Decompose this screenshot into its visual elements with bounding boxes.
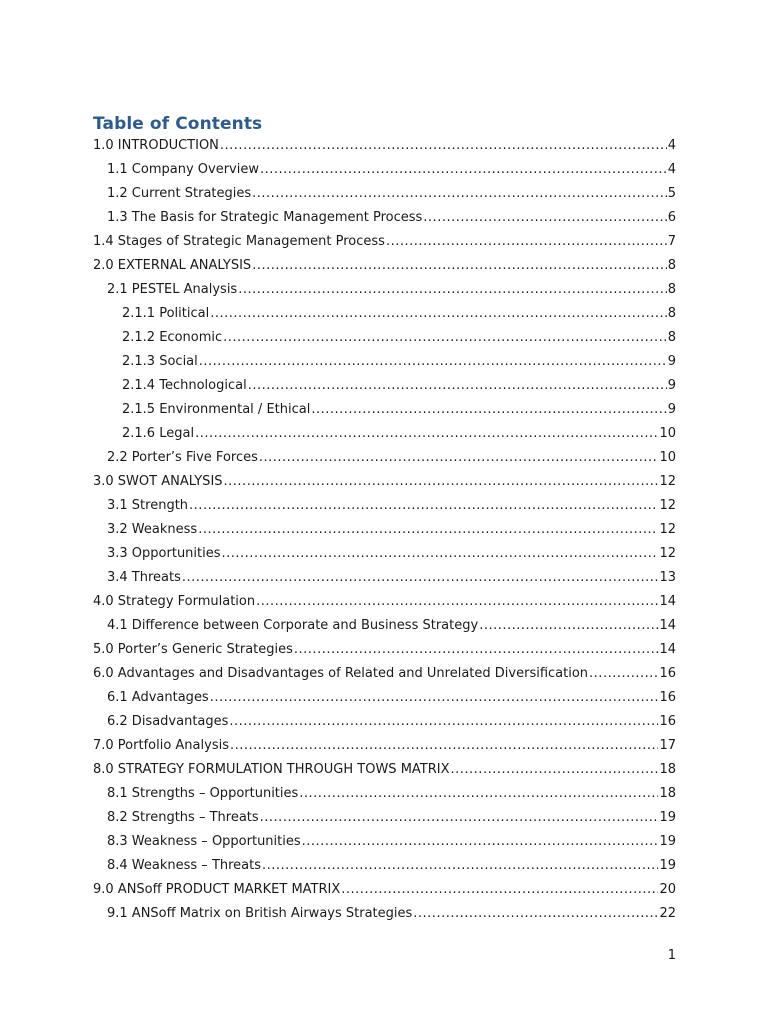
- toc-entry[interactable]: [93, 473, 676, 497]
- toc-dot-leader: [198, 521, 658, 539]
- toc-entry-title: 8.1 Strengths – Opportunities: [107, 786, 299, 801]
- toc-entry-page: 8: [667, 282, 676, 297]
- toc-dot-leader: [210, 689, 659, 707]
- toc-entry-page: 17: [659, 738, 676, 753]
- toc-dot-leader: [589, 665, 658, 683]
- toc-entry-page: 14: [659, 594, 676, 609]
- toc-entry[interactable]: [93, 401, 676, 425]
- toc-entry-title: 6.1 Advantages: [107, 690, 209, 705]
- toc-entry-page: 19: [659, 858, 676, 873]
- toc-entry[interactable]: [93, 857, 676, 881]
- toc-entry-page: 10: [659, 426, 676, 441]
- toc-dot-leader: [224, 473, 659, 491]
- toc-entry-title: 9.1 ANSoff Matrix on British Airways Strategies: [107, 906, 413, 921]
- toc-entry[interactable]: [93, 329, 676, 353]
- toc-dot-leader: [260, 161, 667, 179]
- toc-entry[interactable]: [93, 689, 676, 713]
- toc-dot-leader: [210, 305, 667, 323]
- toc-entry-page: 16: [659, 714, 676, 729]
- toc-entry-title: 4.1 Difference between Corporate and Business Strategy: [107, 618, 479, 633]
- toc-title: Table of Contents: [93, 114, 263, 134]
- toc-entry-title: 2.1.1 Political: [122, 306, 210, 321]
- toc-entry[interactable]: [93, 569, 676, 593]
- toc-entry[interactable]: [93, 281, 676, 305]
- toc-entry[interactable]: [93, 233, 676, 257]
- toc-entry-page: 18: [659, 762, 676, 777]
- toc-dot-leader: [341, 881, 658, 899]
- toc-dot-leader: [189, 497, 658, 515]
- toc-entry[interactable]: [93, 377, 676, 401]
- toc-list: [93, 137, 676, 929]
- toc-entry[interactable]: [93, 185, 676, 209]
- toc-dot-leader: [260, 809, 659, 827]
- toc-entry-page: 9: [667, 378, 676, 393]
- toc-dot-leader: [256, 593, 658, 611]
- toc-dot-leader: [238, 281, 667, 299]
- toc-dot-leader: [230, 737, 658, 755]
- toc-entry[interactable]: [93, 881, 676, 905]
- toc-entry-page: 8: [667, 258, 676, 273]
- toc-entry-title: 7.0 Portfolio Analysis: [93, 738, 229, 753]
- toc-entry-page: 12: [659, 522, 676, 537]
- toc-entry-title: 3.2 Weakness: [107, 522, 198, 537]
- toc-entry-page: 4: [667, 162, 676, 177]
- toc-dot-leader: [195, 425, 658, 443]
- toc-entry-page: 20: [659, 882, 676, 897]
- toc-entry[interactable]: [93, 449, 676, 473]
- toc-entry-title: 2.1.5 Environmental / Ethical: [122, 402, 311, 417]
- toc-entry-title: 2.1.2 Economic: [122, 330, 223, 345]
- toc-entry[interactable]: [93, 713, 676, 737]
- toc-entry-title: 1.1 Company Overview: [107, 162, 259, 177]
- toc-dot-leader: [222, 545, 659, 563]
- toc-entry-title: 2.1.3 Social: [122, 354, 198, 369]
- toc-dot-leader: [259, 449, 659, 467]
- toc-entry-page: 9: [667, 354, 676, 369]
- toc-entry[interactable]: [93, 641, 676, 665]
- toc-entry[interactable]: [93, 617, 676, 641]
- toc-entry[interactable]: [93, 665, 676, 689]
- toc-entry-title: 5.0 Porter’s Generic Strategies: [93, 642, 293, 657]
- toc-entry[interactable]: [93, 305, 676, 329]
- toc-dot-leader: [423, 209, 666, 227]
- toc-dot-leader: [413, 905, 658, 923]
- toc-entry-page: 19: [659, 810, 676, 825]
- toc-entry-page: 12: [659, 498, 676, 513]
- toc-dot-leader: [199, 353, 667, 371]
- toc-dot-leader: [182, 569, 659, 587]
- toc-entry[interactable]: [93, 785, 676, 809]
- toc-entry-title: 1.4 Stages of Strategic Management Process: [93, 234, 385, 249]
- toc-entry-page: 6: [667, 210, 676, 225]
- toc-entry-page: 4: [667, 138, 676, 153]
- toc-entry[interactable]: [93, 905, 676, 929]
- toc-entry-page: 7: [667, 234, 676, 249]
- toc-entry[interactable]: [93, 545, 676, 569]
- toc-entry-title: 2.0 EXTERNAL ANALYSIS: [93, 258, 252, 273]
- toc-dot-leader: [294, 641, 659, 659]
- toc-entry-page: 8: [667, 330, 676, 345]
- toc-entry-title: 4.0 Strategy Formulation: [93, 594, 256, 609]
- toc-entry[interactable]: [93, 593, 676, 617]
- toc-entry-title: 2.2 Porter’s Five Forces: [107, 450, 258, 465]
- toc-entry-title: 8.0 STRATEGY FORMULATION THROUGH TOWS MATRIX: [93, 762, 450, 777]
- toc-entry[interactable]: [93, 737, 676, 761]
- toc-dot-leader: [223, 329, 667, 347]
- toc-dot-leader: [229, 713, 658, 731]
- toc-entry-title: 3.3 Opportunities: [107, 546, 221, 561]
- toc-entry[interactable]: [93, 497, 676, 521]
- toc-entry-page: 18: [659, 786, 676, 801]
- toc-entry-title: 6.2 Disadvantages: [107, 714, 229, 729]
- toc-entry-page: 12: [659, 546, 676, 561]
- toc-dot-leader: [302, 833, 659, 851]
- toc-entry-page: 14: [659, 642, 676, 657]
- toc-entry[interactable]: [93, 137, 676, 161]
- toc-entry-title: 8.4 Weakness – Threats: [107, 858, 262, 873]
- toc-entry-page: 12: [659, 474, 676, 489]
- toc-entry-title: 3.0 SWOT ANALYSIS: [93, 474, 223, 489]
- toc-entry-title: 3.4 Threats: [107, 570, 181, 585]
- toc-entry-page: 13: [659, 570, 676, 585]
- toc-entry[interactable]: [93, 425, 676, 449]
- toc-entry-page: 16: [659, 666, 676, 681]
- toc-entry-title: 1.3 The Basis for Strategic Management Process: [107, 210, 423, 225]
- toc-entry-title: 8.3 Weakness – Opportunities: [107, 834, 301, 849]
- toc-dot-leader: [451, 761, 659, 779]
- toc-dot-leader: [248, 377, 667, 395]
- toc-entry[interactable]: [93, 257, 676, 281]
- toc-entry-page: 5: [667, 186, 676, 201]
- toc-dot-leader: [262, 857, 658, 875]
- toc-entry[interactable]: [93, 761, 676, 785]
- toc-entry[interactable]: [93, 161, 676, 185]
- toc-entry-page: 8: [667, 306, 676, 321]
- toc-dot-leader: [252, 185, 667, 203]
- toc-dot-leader: [252, 257, 667, 275]
- toc-entry-title: 3.1 Strength: [107, 498, 189, 513]
- toc-entry-title: 1.0 INTRODUCTION: [93, 138, 219, 153]
- toc-entry[interactable]: [93, 833, 676, 857]
- page-number: 1: [667, 948, 676, 963]
- toc-dot-leader: [299, 785, 658, 803]
- toc-entry-title: 2.1 PESTEL Analysis: [107, 282, 238, 297]
- toc-dot-leader: [479, 617, 658, 635]
- toc-entry-title: 9.0 ANSoff PRODUCT MARKET MATRIX: [93, 882, 341, 897]
- toc-entry-title: 2.1.6 Legal: [122, 426, 195, 441]
- toc-dot-leader: [311, 401, 666, 419]
- toc-dot-leader: [220, 137, 667, 155]
- toc-entry-page: 16: [659, 690, 676, 705]
- toc-entry-title: 1.2 Current Strategies: [107, 186, 252, 201]
- toc-entry-page: 14: [659, 618, 676, 633]
- toc-entry-title: 6.0 Advantages and Disadvantages of Related and Unrelated Diversification: [93, 666, 589, 681]
- toc-entry[interactable]: [93, 521, 676, 545]
- toc-entry[interactable]: [93, 353, 676, 377]
- toc-entry-page: 10: [659, 450, 676, 465]
- toc-entry[interactable]: [93, 209, 676, 233]
- toc-entry-title: 2.1.4 Technological: [122, 378, 247, 393]
- toc-entry-page: 22: [659, 906, 676, 921]
- toc-dot-leader: [386, 233, 667, 251]
- toc-entry-page: 19: [659, 834, 676, 849]
- toc-entry[interactable]: [93, 809, 676, 833]
- toc-entry-title: 8.2 Strengths – Threats: [107, 810, 259, 825]
- toc-entry-page: 9: [667, 402, 676, 417]
